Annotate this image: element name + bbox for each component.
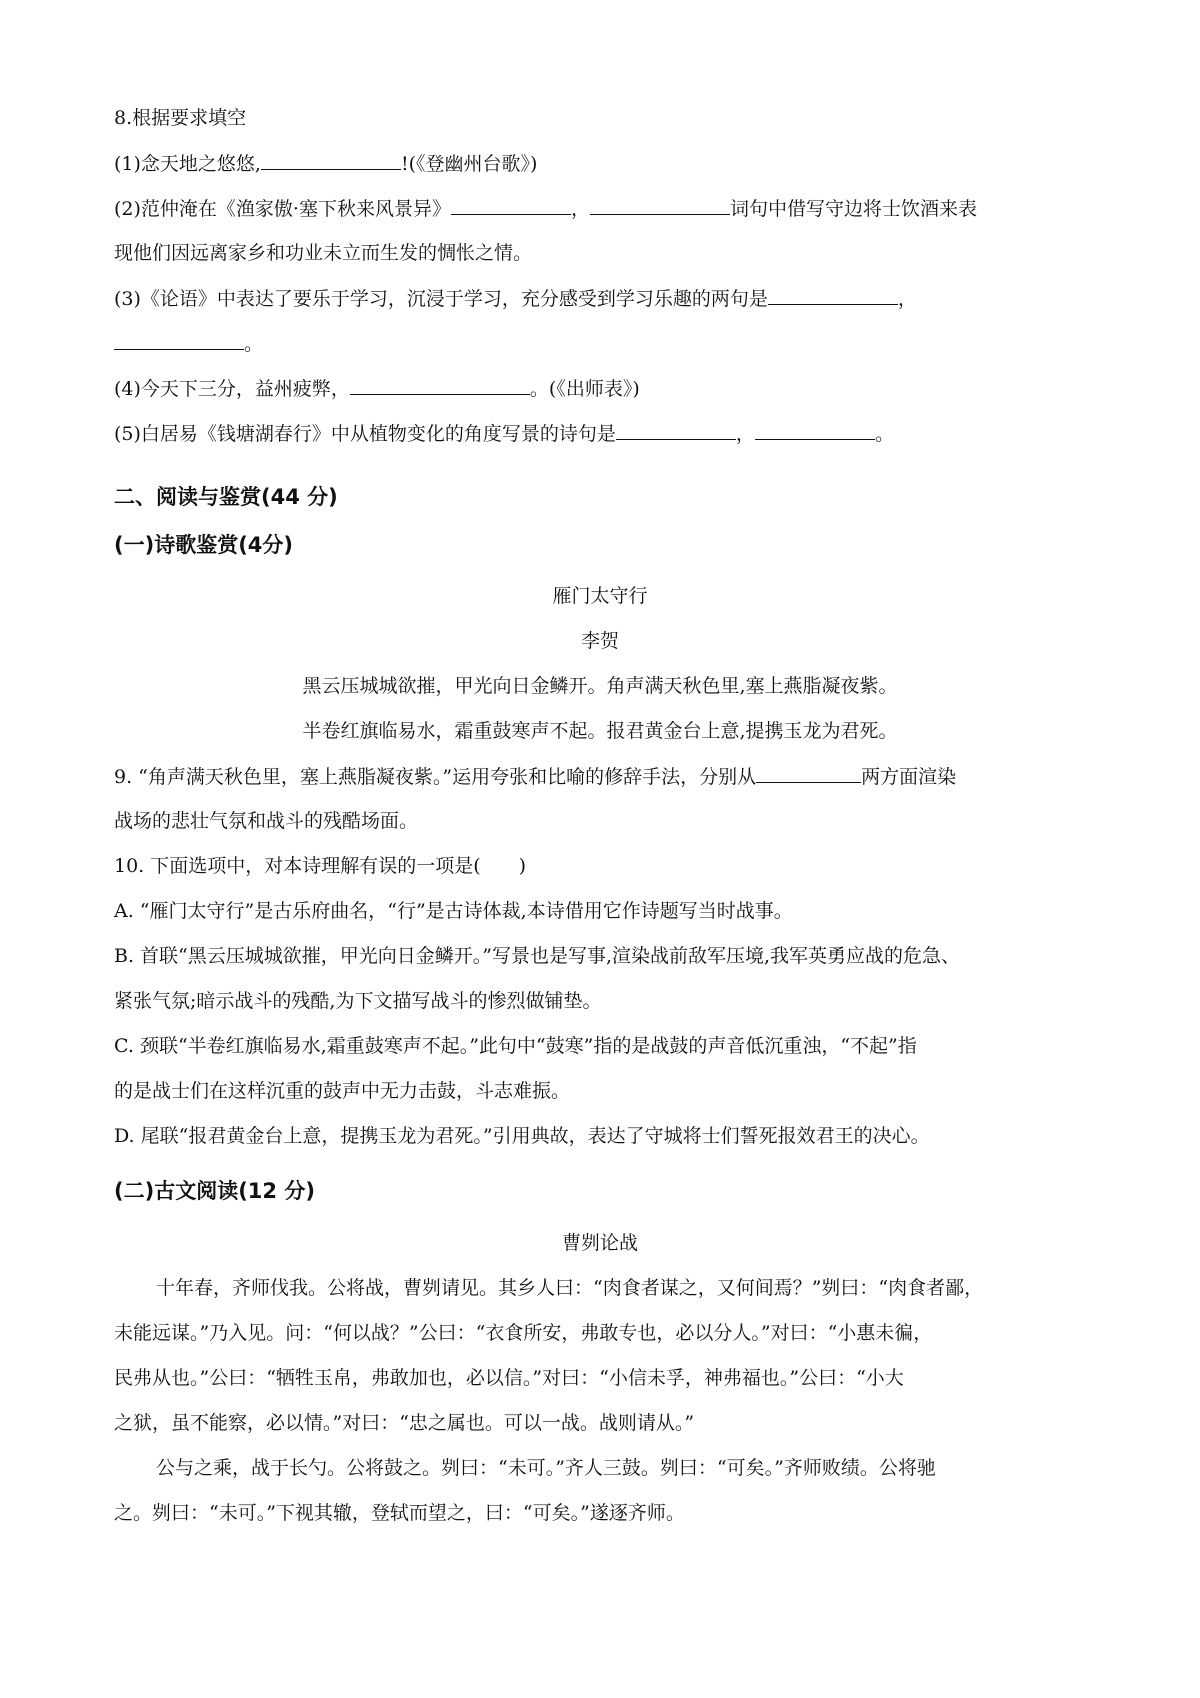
q9-stem bbox=[114, 763, 1094, 790]
q8-item-1 bbox=[114, 150, 1094, 177]
poem-title: 雁门太守行 bbox=[552, 585, 648, 607]
q10-option-b-line2: 紧张气氛;暗示战斗的残酷,为下文描写战斗的惨烈做铺垫。 bbox=[114, 990, 602, 1012]
q8-item-5-end: 。 bbox=[874, 423, 894, 445]
q8-item-5 bbox=[114, 420, 1094, 447]
q8-item-3-sep: ， bbox=[897, 288, 917, 310]
q8-item-2-prefix: (2)范仲淹在《渔家傲·塞下秋来风景异》 bbox=[114, 198, 451, 220]
q8-item-2-suffix: 词句中借写守边将士饮酒来表 bbox=[729, 198, 977, 220]
q8-item-3 bbox=[114, 285, 1094, 312]
q10-stem: 10. 下面选项中，对本诗理解有误的一项是( ) bbox=[114, 855, 527, 877]
q8-item-1-suffix: !(《登幽州台歌》) bbox=[400, 153, 538, 175]
poem-line-2: 半卷红旗临易水，霜重鼓寒声不起。报君黄金台上意,提携玉龙为君死。 bbox=[302, 720, 898, 742]
passage-para-2-line-2: 之。刿曰：“未可。”下视其辙，登轼而望之，曰：“可矣。”遂逐齐师。 bbox=[114, 1502, 685, 1524]
poem-line-1: 黑云压城城欲摧，甲光向日金鳞开。角声满天秋色里,塞上燕脂凝夜紫。 bbox=[302, 675, 898, 697]
q10-option-c-line1: C. 颈联“半卷红旗临易水,霜重鼓寒声不起。”此句中“鼓寒”指的是战鼓的声音低沉重浊，“不起”指 bbox=[114, 1035, 917, 1057]
q8-item-4 bbox=[114, 375, 1094, 402]
q8-item-4-suffix: 。(《出师表》) bbox=[529, 378, 640, 400]
answer-blank[interactable] bbox=[756, 763, 861, 783]
q10-option-c-line2: 的是战士们在这样沉重的鼓声中无力击鼓，斗志难振。 bbox=[114, 1080, 571, 1102]
q8-item-3-end: 。 bbox=[244, 333, 264, 355]
q8-item-2-line2: 现他们因远离家乡和功业未立而生发的惆怅之情。 bbox=[114, 242, 533, 264]
q9-stem-prefix: 9. “角声满天秋色里，塞上燕脂凝夜紫。”运用夸张和比喻的修辞手法，分别从 bbox=[114, 766, 757, 788]
answer-blank[interactable] bbox=[755, 420, 875, 440]
q10-option-b-line1: B. 首联“黑云压城城欲摧，甲光向日金鳞开。”写景也是写事,渲染战前敌军压境,我军英勇应战的危急、 bbox=[114, 945, 961, 967]
q8-title: 8.根据要求填空 bbox=[114, 107, 247, 129]
passage-para-1-line-1: 十年春，齐师伐我。公将战，曹刿请见。其乡人曰：“肉食者谋之，又何间焉？”刿曰：“肉食者鄙， bbox=[156, 1277, 984, 1299]
passage-title: 曹刿论战 bbox=[561, 1232, 638, 1254]
q10-option-d: D. 尾联“报君黄金台上意，提携玉龙为君死。”引用典故，表达了守城将士们誓死报效君王的决心。 bbox=[114, 1125, 930, 1147]
q9-stem-suffix: 两方面渲染 bbox=[861, 766, 957, 788]
q8-item-2-sep: ， bbox=[570, 198, 590, 220]
q8-item-1-prefix: (1)念天地之悠悠, bbox=[114, 153, 261, 175]
poem-author: 李贺 bbox=[580, 630, 619, 652]
passage-para-1-line-4: 之狱，虽不能察，必以情。”对曰：“忠之属也。可以一战。战则请从。” bbox=[114, 1412, 695, 1434]
passage-para-2-line-1: 公与之乘，战于长勺。公将鼓之。刿曰：“未可。”齐人三鼓。刿曰：“可矣。”齐师败绩。公将驰 bbox=[156, 1457, 936, 1479]
q8-item-5-sep: ， bbox=[735, 423, 755, 445]
q8-item-5-prefix: (5)白居易《钱塘湖春行》中从植物变化的角度写景的诗句是 bbox=[114, 423, 616, 445]
passage-para-1-line-2: 未能远谋。”乃入见。问：“何以战？”公曰：“衣食所安，弗敢专也，必以分人。”对曰：“小惠未徧， bbox=[114, 1322, 933, 1344]
section-heading: 二、阅读与鉴赏(44 分) bbox=[114, 485, 338, 509]
passage-para-1-line-3: 民弗从也。”公曰：“牺牲玉帛，弗敢加也，必以信。”对曰：“小信未孚，神弗福也。”公曰：“小大 bbox=[114, 1367, 904, 1389]
answer-blank[interactable] bbox=[350, 375, 530, 395]
answer-blank[interactable] bbox=[451, 195, 571, 215]
answer-blank[interactable] bbox=[261, 150, 401, 170]
answer-blank[interactable] bbox=[616, 420, 736, 440]
q9-stem-line2: 战场的悲壮气氛和战斗的残酷场面。 bbox=[114, 810, 419, 832]
answer-blank[interactable] bbox=[114, 330, 244, 350]
answer-blank[interactable] bbox=[768, 285, 898, 305]
q8-item-2 bbox=[114, 195, 1094, 222]
q10-option-a: A. “雁门太守行”是古乐府曲名，“行”是古诗体裁,本诗借用它作诗题写当时战事。 bbox=[114, 900, 793, 922]
q8-item-3-line2 bbox=[114, 330, 1094, 357]
subsection-heading-classical: (二)古文阅读(12 分) bbox=[114, 1179, 315, 1203]
q8-item-4-prefix: (4)今天下三分，益州疲弊， bbox=[114, 378, 350, 400]
subsection-heading-poetry: (一)诗歌鉴赏(4分) bbox=[114, 533, 294, 557]
answer-blank[interactable] bbox=[590, 195, 730, 215]
q8-item-3-prefix: (3)《论语》中表达了要乐于学习，沉浸于学习，充分感受到学习乐趣的两句是 bbox=[114, 288, 768, 310]
